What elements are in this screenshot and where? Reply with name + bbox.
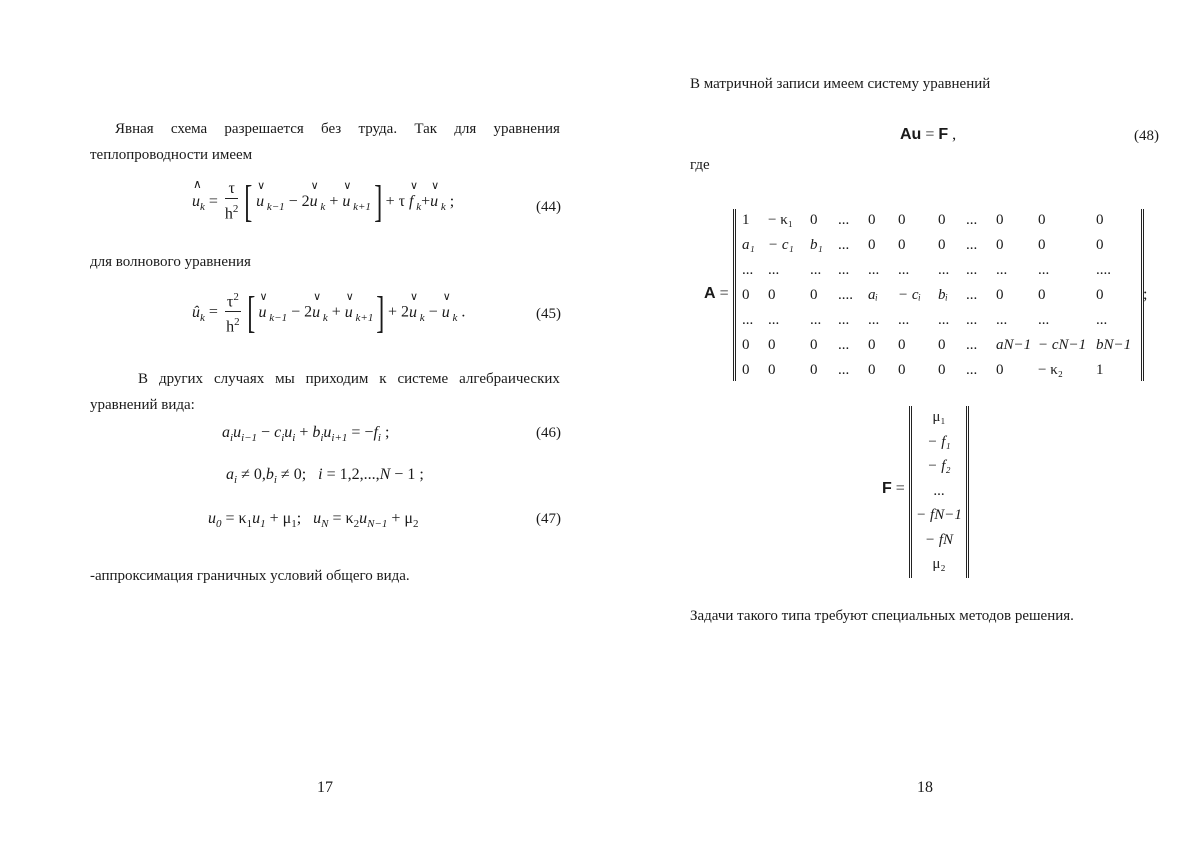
matrix-a-cell: − κ₁ <box>768 212 793 228</box>
matrix-a-cell: 0 <box>996 212 1004 228</box>
other-line-2: уравнений вида: <box>90 397 195 413</box>
equation-46: $a_iu_{i-1} - c_iu_i + b_iu_{i+1} = -f_i$ ; <box>222 424 390 445</box>
matrix-a-cell: a₁ <box>742 237 755 253</box>
matrix-a-cell: 0 <box>742 287 750 303</box>
approx-text: -аппроксимация граничных условий общего вида. <box>90 568 410 584</box>
eq-number-44: (44) <box>536 199 561 215</box>
matrix-a-cell: ... <box>966 337 978 353</box>
matrix-a-cell: 0 <box>938 362 946 378</box>
matrix-a-cell: bᵢ <box>938 287 948 303</box>
matrix-a-cell: ... <box>742 312 754 328</box>
matrix-a-cell: ... <box>838 212 850 228</box>
matrix-a-cell: 1 <box>1096 362 1104 378</box>
eq-number-47: (47) <box>536 511 561 527</box>
wave-text: для волнового уравнения <box>90 254 251 270</box>
matrix-a-cell: 0 <box>898 362 906 378</box>
matrix-a-cell: 0 <box>1096 237 1104 253</box>
matrix-a-cell: ... <box>742 262 754 278</box>
matrix-a-cell: ... <box>868 312 880 328</box>
matrix-a-cell: ... <box>1096 312 1108 328</box>
matrix-a-cell: − cᵢ <box>898 287 921 303</box>
word: алгебраических <box>459 371 560 387</box>
word: без <box>321 121 342 137</box>
matrix-a-cell: 0 <box>996 362 1004 378</box>
matrix-a-cell: 0 <box>868 337 876 353</box>
word: труда. <box>358 121 398 137</box>
matrix-a-cell: ... <box>838 262 850 278</box>
vector-f-cell: − fN <box>924 531 954 548</box>
matrix-a-cell: ... <box>838 312 850 328</box>
word: Явная <box>115 121 154 137</box>
page-number: 17 <box>317 779 333 796</box>
word: к <box>379 371 387 387</box>
word: системе <box>397 371 449 387</box>
intro-line-1 <box>115 116 560 142</box>
word: разрешается <box>224 121 304 137</box>
matrix-a <box>733 209 1144 381</box>
matrix-a-cell: 0 <box>996 287 1004 303</box>
matrix-a-cell: − cN−1 <box>1038 337 1087 353</box>
matrix-a-cell: ... <box>898 312 910 328</box>
matrix-a-cell: bN−1 <box>1096 337 1132 353</box>
matrix-a-cell: ... <box>1038 312 1050 328</box>
matrix-a-cell: ... <box>966 262 978 278</box>
matrix-a-label: A = <box>704 285 729 302</box>
vector-f-cell: ... <box>933 482 945 499</box>
word: мы <box>275 371 295 387</box>
matrix-a-cell: 0 <box>938 237 946 253</box>
equation-46-conditions: $a_i \ne 0,b_i \ne 0$; i = 1,2,...,N − 1 ; <box>226 466 424 487</box>
matrix-a-cell: − c₁ <box>768 237 794 253</box>
matrix-a-cell: ... <box>996 312 1008 328</box>
equation-48: Au = F , <box>900 126 957 143</box>
word: схема <box>170 121 208 137</box>
matrix-a-cell: ... <box>966 362 978 378</box>
word: Так <box>414 121 438 137</box>
matrix-a-cell: aN−1 <box>996 337 1032 353</box>
vector-f-cell: − f₂ <box>927 458 951 474</box>
word: уравнения <box>493 121 560 137</box>
vector-f-cell: − f₁ <box>927 433 951 450</box>
vector-f-cell: μ₁ <box>932 409 946 425</box>
matrix-a-cell: 0 <box>742 337 750 353</box>
eq-number-45: (45) <box>536 306 561 322</box>
equation-45: $û_k$ = $\frac{\tau^2}{h^2}$ [ u $_{k-1}$ ∨ − 2u $_k$ ∨ + u $_{k+1}$ ∨ ] + 2u $_k$ ∨ − u $_k$ ∨ . <box>192 287 466 337</box>
word: В <box>138 371 149 387</box>
matrix-a-cell: 0 <box>898 237 906 253</box>
vector-f-cell: μ₂ <box>932 556 946 572</box>
word: случаях <box>213 371 265 387</box>
vector-f-cell: − fN−1 <box>916 507 962 523</box>
matrix-a-cell: .... <box>1096 262 1111 278</box>
matrix-a-cell: 0 <box>810 287 818 303</box>
equation-44: $u_k$ ∧ = $\frac{\tau}{h^2}$ [ u $_{k-1}$ ∨ − 2u $_k$ ∨ + u $_{k+1}$ ∨ ] + τ f $_k$ ∨ +u $_k$ ∨ ; <box>192 176 455 227</box>
matrix-a-cell: ... <box>838 362 850 378</box>
eq-number-46: (46) <box>536 425 561 441</box>
matrix-a-cell: 0 <box>898 212 906 228</box>
matrix-a-cell: b₁ <box>810 237 823 253</box>
matrix-a-cell: ... <box>810 262 822 278</box>
matrix-a-cell: ... <box>996 262 1008 278</box>
matrix-a-cell: 0 <box>768 337 776 353</box>
matrix-a-cell: 0 <box>996 237 1004 253</box>
matrix-a-cell: .... <box>838 287 853 303</box>
matrix-a-cell: ... <box>838 237 850 253</box>
matrix-a-cell: 0 <box>1096 212 1104 228</box>
page-number: 18 <box>917 779 933 796</box>
matrix-a-cell: − κ₂ <box>1038 362 1063 378</box>
matrix-a-cell: 0 <box>742 362 750 378</box>
matrix-a-cell: ... <box>966 287 978 303</box>
matrix-a-cell: 0 <box>1038 287 1046 303</box>
vector-f <box>909 406 969 578</box>
where-text: где <box>690 157 710 173</box>
matrix-a-cell: ... <box>868 262 880 278</box>
matrix-a-cell: 0 <box>898 337 906 353</box>
word: других <box>158 371 204 387</box>
intro-line-2: теплопроводности имеем <box>90 147 253 163</box>
matrix-a-cell: ... <box>838 337 850 353</box>
matrix-a-cell: 0 <box>868 212 876 228</box>
page-18 <box>600 0 1200 848</box>
bold-au: Au <box>900 126 922 143</box>
matrix-a-cell: ... <box>966 312 978 328</box>
matrix-a-cell: ... <box>966 237 978 253</box>
matrix-a-cell: ... <box>810 312 822 328</box>
matrix-a-cell: 0 <box>810 212 818 228</box>
word: приходим <box>305 371 369 387</box>
matrix-a-cell: 0 <box>768 287 776 303</box>
matrix-a-cell: ... <box>1038 262 1050 278</box>
equation-47: $u_0 = \kappa_1u_1 + \mu_1$; $u_N = \kappa_2u_{N-1} + \mu_2$ <box>208 510 419 531</box>
eq-number-48: (48) <box>1134 128 1159 144</box>
matrix-a-cell: ... <box>938 312 950 328</box>
matrix-a-cell: ... <box>768 262 780 278</box>
matrix-a-cell: 0 <box>868 362 876 378</box>
matrix-a-cell: 1 <box>742 212 750 228</box>
matrix-a-cell: 0 <box>768 362 776 378</box>
vector-f-label: F = <box>882 480 905 497</box>
matrix-a-cell: ... <box>898 262 910 278</box>
closing-text: Задачи такого типа требуют специальных методов решения. <box>690 608 1074 624</box>
matrix-intro: В матричной записи имеем систему уравнений <box>690 76 991 92</box>
word: для <box>454 121 477 137</box>
matrix-a-cell: 0 <box>810 362 818 378</box>
matrix-a-cell: 0 <box>868 237 876 253</box>
matrix-a-semicolon: ; <box>1143 286 1148 303</box>
matrix-a-cell: 0 <box>938 212 946 228</box>
other-line-1 <box>138 366 560 392</box>
matrix-a-cell: 0 <box>810 337 818 353</box>
matrix-a-cell: 0 <box>1038 212 1046 228</box>
matrix-a-cell: 0 <box>938 337 946 353</box>
matrix-a-cell: 0 <box>1038 237 1046 253</box>
matrix-a-cell: ... <box>768 312 780 328</box>
matrix-a-cell: aᵢ <box>868 287 878 303</box>
matrix-a-cell: ... <box>938 262 950 278</box>
matrix-a-cell: 0 <box>1096 287 1104 303</box>
bold-f: F <box>938 126 949 143</box>
matrix-a-cell: ... <box>966 212 978 228</box>
